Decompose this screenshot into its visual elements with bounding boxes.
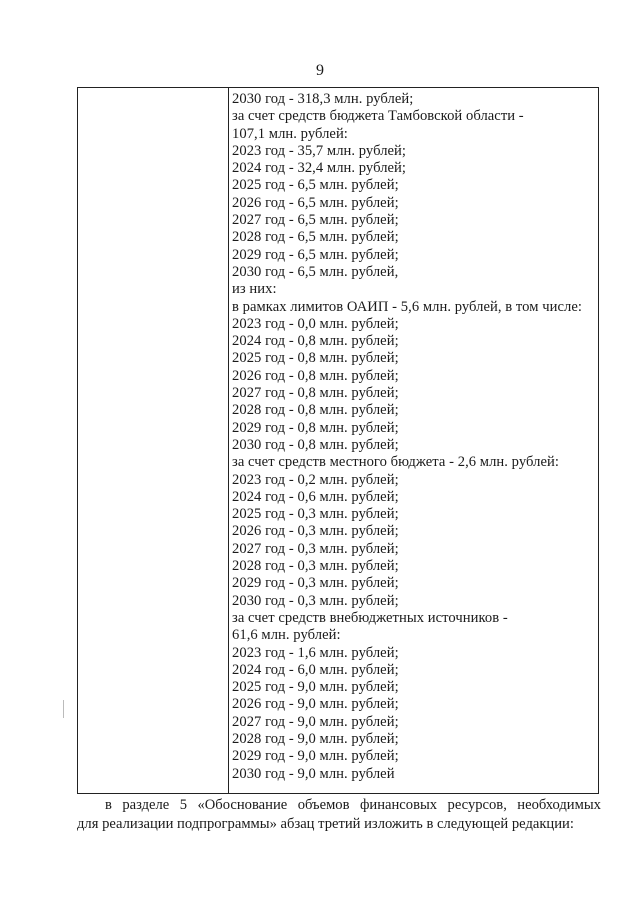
- table-line: 2025 год - 9,0 млн. рублей;: [232, 679, 399, 696]
- table-line: 2029 год - 0,3 млн. рублей;: [232, 575, 399, 592]
- table-line: 2030 год - 0,3 млн. рублей;: [232, 592, 399, 609]
- table-line: 2030 год - 318,3 млн. рублей;: [232, 91, 414, 107]
- table-line: 2027 год - 0,3 млн. рублей;: [232, 540, 399, 557]
- table-line: 2023 год - 35,7 млн. рублей;: [232, 142, 407, 159]
- paragraph-word: разделе: [122, 797, 170, 813]
- table-line: из них:: [232, 281, 277, 298]
- table-line: 2026 год - 0,8 млн. рублей;: [232, 367, 399, 384]
- table-line: 2028 год - 0,8 млн. рублей;: [232, 402, 399, 419]
- table-line: 2030 год - 0,8 млн. рублей;: [232, 436, 399, 453]
- funding-table: [77, 87, 599, 794]
- paragraph-word: «Обоснование: [197, 797, 288, 813]
- paragraph-word: финансовых: [359, 797, 438, 813]
- table-line: 2029 год - 9,0 млн. рублей;: [232, 748, 399, 765]
- paragraph-word: необходимых: [517, 797, 601, 813]
- paragraph-word: ресурсов,: [447, 797, 507, 813]
- table-line: 2027 год - 9,0 млн. рублей;: [232, 713, 399, 730]
- table-line: 2030 год - 9,0 млн. рублей: [232, 765, 395, 782]
- table-line: 2023 год - 0,2 млн. рублей;: [232, 471, 399, 488]
- table-column-divider: [228, 88, 229, 793]
- table-line: 2027 год - 0,8 млн. рублей;: [232, 385, 399, 402]
- table-line: за счет средств внебюджетных источников -: [232, 609, 508, 626]
- table-line: в рамках лимитов ОАИП - 5,6 млн. рублей, в том числе:: [232, 298, 582, 315]
- table-line: 2028 год - 0,3 млн. рублей;: [232, 558, 399, 575]
- page-number: 9: [316, 62, 324, 79]
- scan-margin-mark: [63, 700, 64, 718]
- table-line: 2024 год - 0,6 млн. рублей;: [232, 488, 399, 505]
- paragraph-word: в: [105, 797, 112, 813]
- paragraph-word: объемов: [297, 797, 350, 813]
- table-line: 107,1 млн. рублей:: [232, 125, 348, 142]
- table-line: 2025 год - 0,3 млн. рублей;: [232, 506, 399, 523]
- table-line: 2023 год - 1,6 млн. рублей;: [232, 644, 399, 661]
- table-line: 2026 год - 0,3 млн. рублей;: [232, 523, 399, 540]
- paragraph-line-2: для реализации подпрограммы» абзац третий изложить в следующей редакции:: [77, 816, 574, 832]
- table-line: 2027 год - 6,5 млн. рублей;: [232, 212, 399, 229]
- table-line: 2026 год - 6,5 млн. рублей;: [232, 194, 399, 211]
- table-line: 2024 год - 32,4 млн. рублей;: [232, 160, 407, 177]
- table-line: 2023 год - 0,0 млн. рублей;: [232, 315, 399, 332]
- body-paragraph: [77, 796, 601, 834]
- table-line: 2024 год - 6,0 млн. рублей;: [232, 661, 399, 678]
- table-line: 61,6 млн. рублей:: [232, 627, 341, 644]
- table-line: 2028 год - 9,0 млн. рублей;: [232, 730, 399, 747]
- table-line: 2025 год - 0,8 млн. рублей;: [232, 350, 399, 367]
- table-line: за счет средств бюджета Тамбовской области -: [232, 108, 524, 125]
- table-line: 2024 год - 0,8 млн. рублей;: [232, 333, 399, 350]
- table-line: 2028 год - 6,5 млн. рублей;: [232, 229, 399, 246]
- table-right-cell: [232, 91, 596, 783]
- paragraph-word: 5: [179, 797, 188, 813]
- table-left-cell: [78, 88, 228, 793]
- table-line: 2029 год - 0,8 млн. рублей;: [232, 419, 399, 436]
- paragraph-line-1: [77, 796, 601, 815]
- table-line: 2025 год - 6,5 млн. рублей;: [232, 177, 399, 194]
- table-line: 2030 год - 6,5 млн. рублей,: [232, 263, 399, 280]
- table-line: 2026 год - 9,0 млн. рублей;: [232, 696, 399, 713]
- table-line: за счет средств местного бюджета - 2,6 млн. рублей:: [232, 454, 559, 471]
- table-line: 2029 год - 6,5 млн. рублей;: [232, 246, 399, 263]
